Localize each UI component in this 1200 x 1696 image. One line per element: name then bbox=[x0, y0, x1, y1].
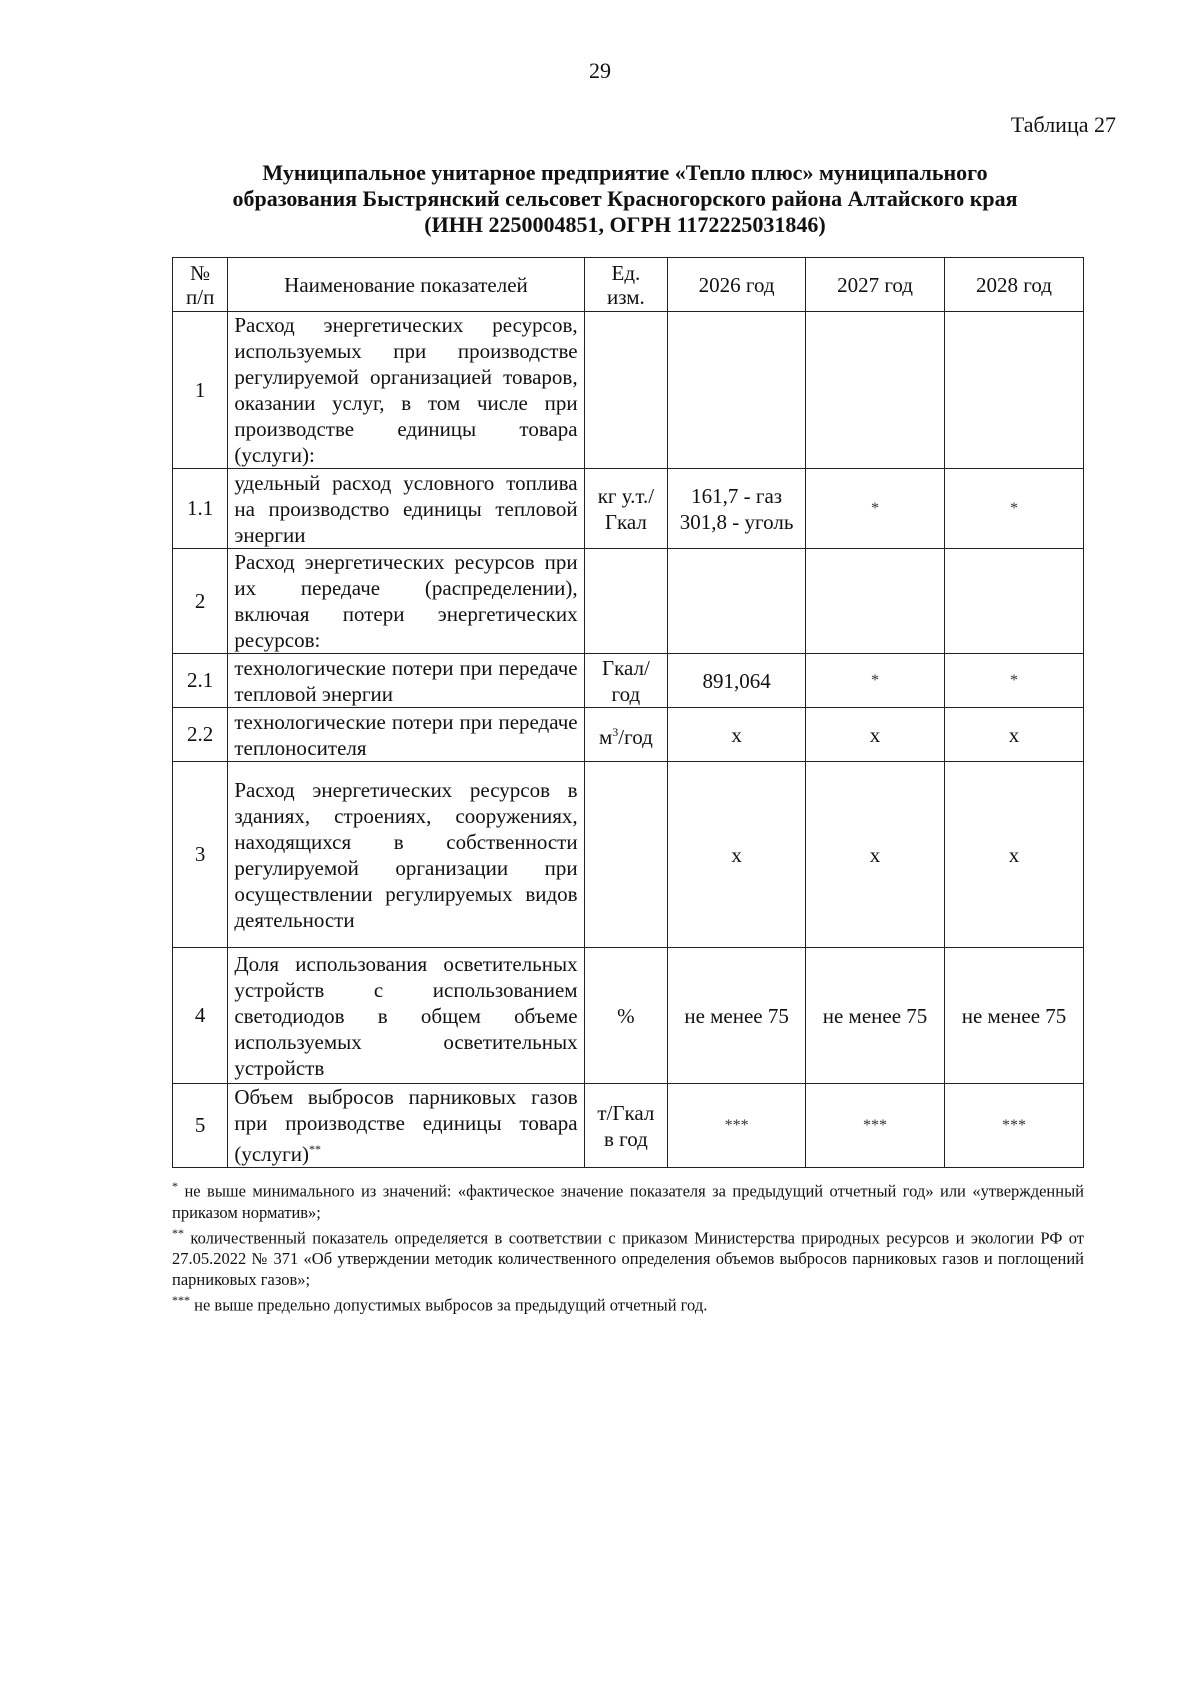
row-name: Расход энергетических ресурсов, используемых при производстве регулируемой организацией товаров, оказании услуг, в том числе при производстве единицы товара (услуги): bbox=[228, 312, 584, 469]
table-row bbox=[173, 312, 1084, 469]
table-row bbox=[173, 1084, 1084, 1168]
row-num: 2 bbox=[173, 549, 228, 654]
row-value-2027: * bbox=[806, 654, 945, 708]
row-value-2027: * bbox=[806, 469, 945, 549]
row-unit: т/Гкал в год bbox=[584, 1084, 668, 1168]
table-row bbox=[173, 469, 1084, 549]
table-row bbox=[173, 549, 1084, 654]
footnote-ref: ** bbox=[309, 1142, 321, 1156]
row-name: Расход энергетических ресурсов при их передаче (распределении), включая потери энергетических ресурсов: bbox=[228, 549, 584, 654]
table-row bbox=[173, 948, 1084, 1084]
row-name: Объем выбросов парниковых газов при производстве единицы товара (услуги)** bbox=[228, 1084, 584, 1168]
row-value-2028: не менее 75 bbox=[945, 948, 1084, 1084]
row-value-2027 bbox=[806, 549, 945, 654]
title-line-1: Муниципальное унитарное предприятие «Тепло плюс» муниципального bbox=[262, 160, 988, 185]
header-2028: 2028 год bbox=[945, 258, 1084, 312]
row-unit: Гкал/ год bbox=[584, 654, 668, 708]
row-name: технологические потери при передаче теплоносителя bbox=[228, 708, 584, 762]
row-value-2026: *** bbox=[668, 1084, 806, 1168]
row-value-2026: 161,7 - газ 301,8 - уголь bbox=[668, 469, 806, 549]
row-unit bbox=[584, 312, 668, 469]
row-value-2028: x bbox=[945, 762, 1084, 948]
row-unit: % bbox=[584, 948, 668, 1084]
header-name: Наименование показателей bbox=[228, 258, 584, 312]
row-num: 1.1 bbox=[173, 469, 228, 549]
title-line-3: (ИНН 2250004851, ОГРН 1172225031846) bbox=[424, 212, 826, 237]
row-num: 5 bbox=[173, 1084, 228, 1168]
row-value-2028 bbox=[945, 549, 1084, 654]
indicators-table bbox=[172, 257, 1084, 1168]
row-value-2027 bbox=[806, 312, 945, 469]
row-value-2027: x bbox=[806, 708, 945, 762]
header-2027: 2027 год bbox=[806, 258, 945, 312]
row-value-2028: x bbox=[945, 708, 1084, 762]
row-value-2028: *** bbox=[945, 1084, 1084, 1168]
row-value-2026: 891,064 bbox=[668, 654, 806, 708]
footnote: * не выше минимального из значений: «фактическое значение показателя за предыдущий отчетный год» или «утвержденный приказом норматив»; bbox=[172, 1179, 1084, 1222]
header-num: № п/п bbox=[173, 258, 228, 312]
row-num: 2.2 bbox=[173, 708, 228, 762]
row-name: Доля использования осветительных устройств с использованием светодиодов в общем объеме используемых осветительных устройств bbox=[228, 948, 584, 1084]
title-line-2: образования Быстрянский сельсовет Красногорского района Алтайского края bbox=[232, 186, 1018, 211]
table-row bbox=[173, 762, 1084, 948]
row-value-2027: *** bbox=[806, 1084, 945, 1168]
row-value-2026: x bbox=[668, 708, 806, 762]
row-value-2026: x bbox=[668, 762, 806, 948]
footnote: ** количественный показатель определяется в соответствии с приказом Министерства природных ресурсов и экологии РФ от 27.05.2022 № 371 «Об утверждении методик количественного определения объемов выбросов парниковых газов и поглощений парниковых газов»; bbox=[172, 1225, 1084, 1289]
row-name: Расход энергетических ресурсов в зданиях, строениях, сооружениях, находящихся в собственности регулируемой организации при осуществлении регулируемых видов деятельности bbox=[228, 762, 584, 948]
row-num: 2.1 bbox=[173, 654, 228, 708]
footnote-mark: * bbox=[172, 1179, 178, 1193]
row-value-2028: * bbox=[945, 654, 1084, 708]
row-value-2028 bbox=[945, 312, 1084, 469]
row-value-2027: x bbox=[806, 762, 945, 948]
table-row bbox=[173, 708, 1084, 762]
document-title bbox=[170, 160, 1080, 238]
page-number: 29 bbox=[589, 58, 611, 83]
row-name: удельный расход условного топлива на производство единицы тепловой энергии bbox=[228, 469, 584, 549]
row-name: технологические потери при передаче тепловой энергии bbox=[228, 654, 584, 708]
row-unit: кг у.т./ Гкал bbox=[584, 469, 668, 549]
row-unit bbox=[584, 762, 668, 948]
row-num: 1 bbox=[173, 312, 228, 469]
row-num: 4 bbox=[173, 948, 228, 1084]
row-value-2027: не менее 75 bbox=[806, 948, 945, 1084]
footnote: *** не выше предельно допустимых выбросов за предыдущий отчетный год. bbox=[172, 1293, 708, 1315]
table-caption: Таблица 27 bbox=[1010, 112, 1116, 137]
row-unit: $м^3$/год bbox=[584, 708, 668, 762]
row-value-2026: не менее 75 bbox=[668, 948, 806, 1084]
footnote-mark: *** bbox=[172, 1293, 190, 1307]
row-value-2026 bbox=[668, 549, 806, 654]
footnote-mark: ** bbox=[172, 1225, 184, 1240]
row-value-2028: * bbox=[945, 469, 1084, 549]
row-num: 3 bbox=[173, 762, 228, 948]
row-value-2026 bbox=[668, 312, 806, 469]
row-unit bbox=[584, 549, 668, 654]
footnotes bbox=[172, 1176, 1084, 1316]
header-unit: Ед. изм. bbox=[584, 258, 668, 312]
header-2026: 2026 год bbox=[668, 258, 806, 312]
table-row bbox=[173, 654, 1084, 708]
table-header-row bbox=[173, 258, 1084, 312]
